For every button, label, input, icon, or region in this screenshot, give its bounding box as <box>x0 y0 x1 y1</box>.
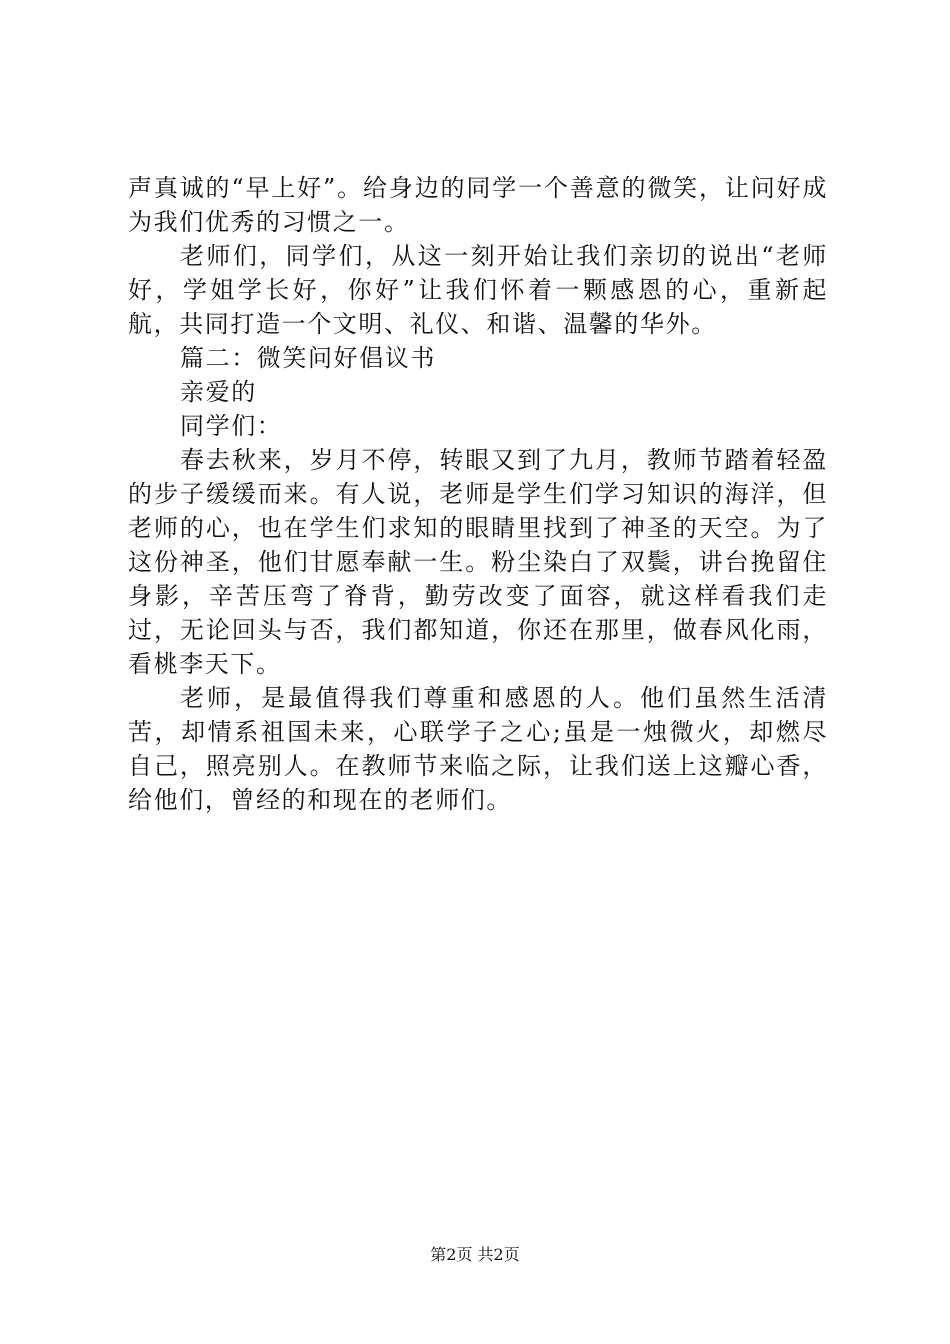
salutation-line-2: 同学们： <box>180 412 283 440</box>
salutation-line-1: 亲爱的 <box>180 378 257 406</box>
paragraph-4: 老师，是最值得我们尊重和感恩的人。他们虽然生活清苦，却情系祖国未来，心联学子之心;虽是一烛微火，却燃尽自己，照亮别人。在教师节来临之际，让我们送上这瓣心香，给他们，曾经的和现在的老师们。 <box>128 684 828 814</box>
page-number-footer: 第2页 共2页 <box>430 1245 520 1264</box>
section-heading: 篇二：微笑问好倡议书 <box>180 344 436 372</box>
paragraph-1: 声真诚的“早上好”。给身边的同学一个善意的微笑，让问好成为我们优秀的习惯之一。 <box>128 174 828 236</box>
paragraph-2: 老师们，同学们，从这一刻开始让我们亲切的说出“老师好，学姐学长好，你好”让我们怀着一颗感恩的心，重新起航，共同打造一个文明、礼仪、和谐、温馨的华外。 <box>128 242 828 338</box>
document-body <box>128 171 828 817</box>
paragraph-3: 春去秋来，岁月不停，转眼又到了九月，教师节踏着轻盈的步子缓缓而来。有人说，老师是学生们学习知识的海洋，但老师的心，也在学生们求知的眼睛里找到了神圣的天空。为了这份神圣，他们甘愿奉献一生。粉尘染白了双鬓，讲台挽留住身影，辛苦压弯了脊背，勤劳改变了面容，就这样看我们走过，无论回头与否，我们都知道，你还在那里，做春风化雨，看桃李天下。 <box>128 446 828 678</box>
